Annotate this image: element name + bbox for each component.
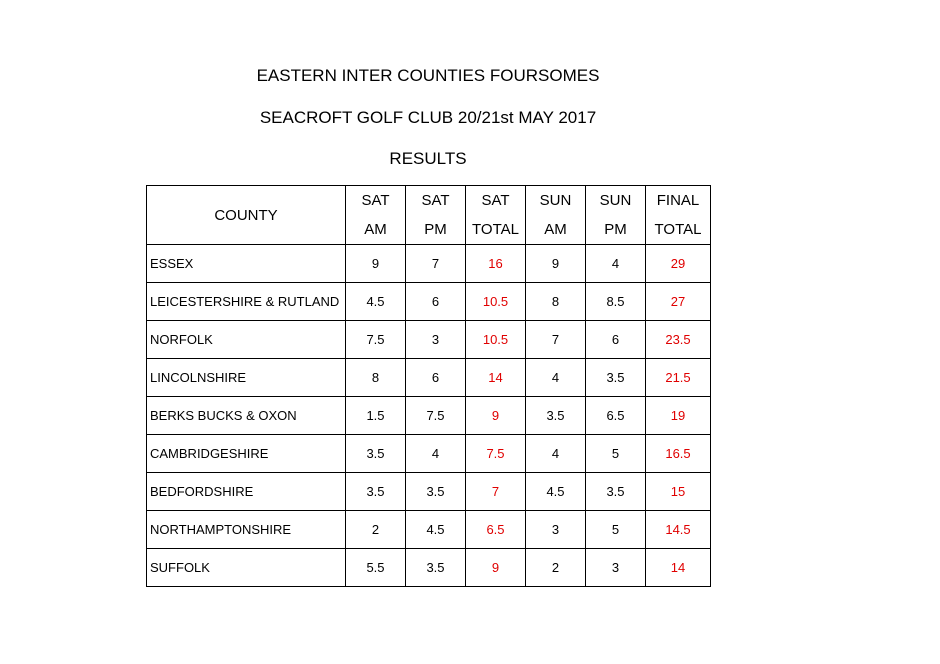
final-total-cell: 14 bbox=[646, 549, 711, 587]
sat-total-cell: 10.5 bbox=[466, 321, 526, 359]
table-row bbox=[147, 397, 711, 435]
header-sun-pm-line1: SUN bbox=[599, 192, 632, 209]
header-county bbox=[147, 186, 346, 245]
table-header-row bbox=[147, 186, 711, 245]
county-cell: BEDFORDSHIRE bbox=[147, 473, 346, 511]
sat-total-cell: 9 bbox=[466, 397, 526, 435]
sun-am-cell: 9 bbox=[526, 245, 586, 283]
sat-am-cell: 8 bbox=[346, 359, 406, 397]
header-final-total-line1: FINAL bbox=[656, 192, 700, 209]
sat-total-cell: 7.5 bbox=[466, 435, 526, 473]
table-row bbox=[147, 283, 711, 321]
sun-pm-cell: 6.5 bbox=[586, 397, 646, 435]
sat-am-cell: 2 bbox=[346, 511, 406, 549]
sun-am-cell: 4 bbox=[526, 435, 586, 473]
header-sat-am bbox=[346, 186, 406, 245]
county-cell: SUFFOLK bbox=[147, 549, 346, 587]
header-sun-pm-line2: PM bbox=[604, 221, 627, 238]
final-total-cell: 23.5 bbox=[646, 321, 711, 359]
sat-pm-cell: 3.5 bbox=[406, 549, 466, 587]
sun-am-cell: 8 bbox=[526, 283, 586, 321]
header-sun-am-line2: AM bbox=[544, 221, 567, 238]
sat-pm-cell: 3.5 bbox=[406, 473, 466, 511]
sat-total-cell: 14 bbox=[466, 359, 526, 397]
sun-pm-cell: 5 bbox=[586, 511, 646, 549]
sat-total-cell: 9 bbox=[466, 549, 526, 587]
sat-am-cell: 3.5 bbox=[346, 473, 406, 511]
county-cell: CAMBRIDGESHIRE bbox=[147, 435, 346, 473]
sat-am-cell: 1.5 bbox=[346, 397, 406, 435]
county-cell: LEICESTERSHIRE & RUTLAND bbox=[147, 283, 346, 321]
header-sat-pm-line1: SAT bbox=[421, 192, 450, 209]
final-total-cell: 29 bbox=[646, 245, 711, 283]
results-heading: RESULTS bbox=[389, 149, 467, 168]
results-table bbox=[146, 185, 711, 587]
sun-am-cell: 3.5 bbox=[526, 397, 586, 435]
sat-am-cell: 9 bbox=[346, 245, 406, 283]
sat-pm-cell: 3 bbox=[406, 321, 466, 359]
county-cell: ESSEX bbox=[147, 245, 346, 283]
header-sat-am-line1: SAT bbox=[361, 192, 390, 209]
header-sat-total-line2: TOTAL bbox=[472, 221, 519, 238]
county-cell: NORTHAMPTONSHIRE bbox=[147, 511, 346, 549]
page-title: EASTERN INTER COUNTIES FOURSOMES bbox=[256, 66, 600, 85]
sat-pm-cell: 7.5 bbox=[406, 397, 466, 435]
header-sat-total-line1: SAT bbox=[481, 192, 510, 209]
sun-pm-cell: 3.5 bbox=[586, 473, 646, 511]
sat-pm-cell: 4 bbox=[406, 435, 466, 473]
final-total-cell: 15 bbox=[646, 473, 711, 511]
table-row bbox=[147, 321, 711, 359]
header-sat-pm-line2: PM bbox=[424, 221, 447, 238]
header-sat-am-line2: AM bbox=[364, 221, 387, 238]
county-cell: LINCOLNSHIRE bbox=[147, 359, 346, 397]
header-sun-pm bbox=[586, 186, 646, 245]
sat-pm-cell: 4.5 bbox=[406, 511, 466, 549]
header-sat-total bbox=[466, 186, 526, 245]
sat-am-cell: 7.5 bbox=[346, 321, 406, 359]
final-total-cell: 21.5 bbox=[646, 359, 711, 397]
final-total-cell: 27 bbox=[646, 283, 711, 321]
sun-pm-cell: 4 bbox=[586, 245, 646, 283]
table-row bbox=[147, 549, 711, 587]
county-cell: BERKS BUCKS & OXON bbox=[147, 397, 346, 435]
sun-pm-cell: 8.5 bbox=[586, 283, 646, 321]
sun-am-cell: 2 bbox=[526, 549, 586, 587]
final-total-cell: 14.5 bbox=[646, 511, 711, 549]
sat-pm-cell: 6 bbox=[406, 359, 466, 397]
final-total-cell: 16.5 bbox=[646, 435, 711, 473]
sun-am-cell: 4.5 bbox=[526, 473, 586, 511]
table-row bbox=[147, 473, 711, 511]
table-row bbox=[147, 511, 711, 549]
sun-am-cell: 7 bbox=[526, 321, 586, 359]
sat-am-cell: 5.5 bbox=[346, 549, 406, 587]
sat-total-cell: 10.5 bbox=[466, 283, 526, 321]
sat-pm-cell: 6 bbox=[406, 283, 466, 321]
sat-total-cell: 6.5 bbox=[466, 511, 526, 549]
sun-pm-cell: 5 bbox=[586, 435, 646, 473]
sun-am-cell: 4 bbox=[526, 359, 586, 397]
table-row bbox=[147, 359, 711, 397]
sat-am-cell: 4.5 bbox=[346, 283, 406, 321]
sat-pm-cell: 7 bbox=[406, 245, 466, 283]
sat-am-cell: 3.5 bbox=[346, 435, 406, 473]
table-row bbox=[147, 435, 711, 473]
table-row bbox=[147, 245, 711, 283]
sun-pm-cell: 3.5 bbox=[586, 359, 646, 397]
venue-heading: SEACROFT GOLF CLUB 20/21st MAY 2017 bbox=[259, 108, 597, 127]
county-cell: NORFOLK bbox=[147, 321, 346, 359]
sun-pm-cell: 3 bbox=[586, 549, 646, 587]
header-final-total bbox=[646, 186, 711, 245]
final-total-cell: 19 bbox=[646, 397, 711, 435]
header-final-total-line2: TOTAL bbox=[654, 221, 702, 238]
sun-pm-cell: 6 bbox=[586, 321, 646, 359]
sun-am-cell: 3 bbox=[526, 511, 586, 549]
header-sun-am bbox=[526, 186, 586, 245]
header-sat-pm bbox=[406, 186, 466, 245]
sat-total-cell: 7 bbox=[466, 473, 526, 511]
header-sun-am-line1: SUN bbox=[539, 192, 572, 209]
header-county-label: COUNTY bbox=[214, 206, 278, 224]
sat-total-cell: 16 bbox=[466, 245, 526, 283]
